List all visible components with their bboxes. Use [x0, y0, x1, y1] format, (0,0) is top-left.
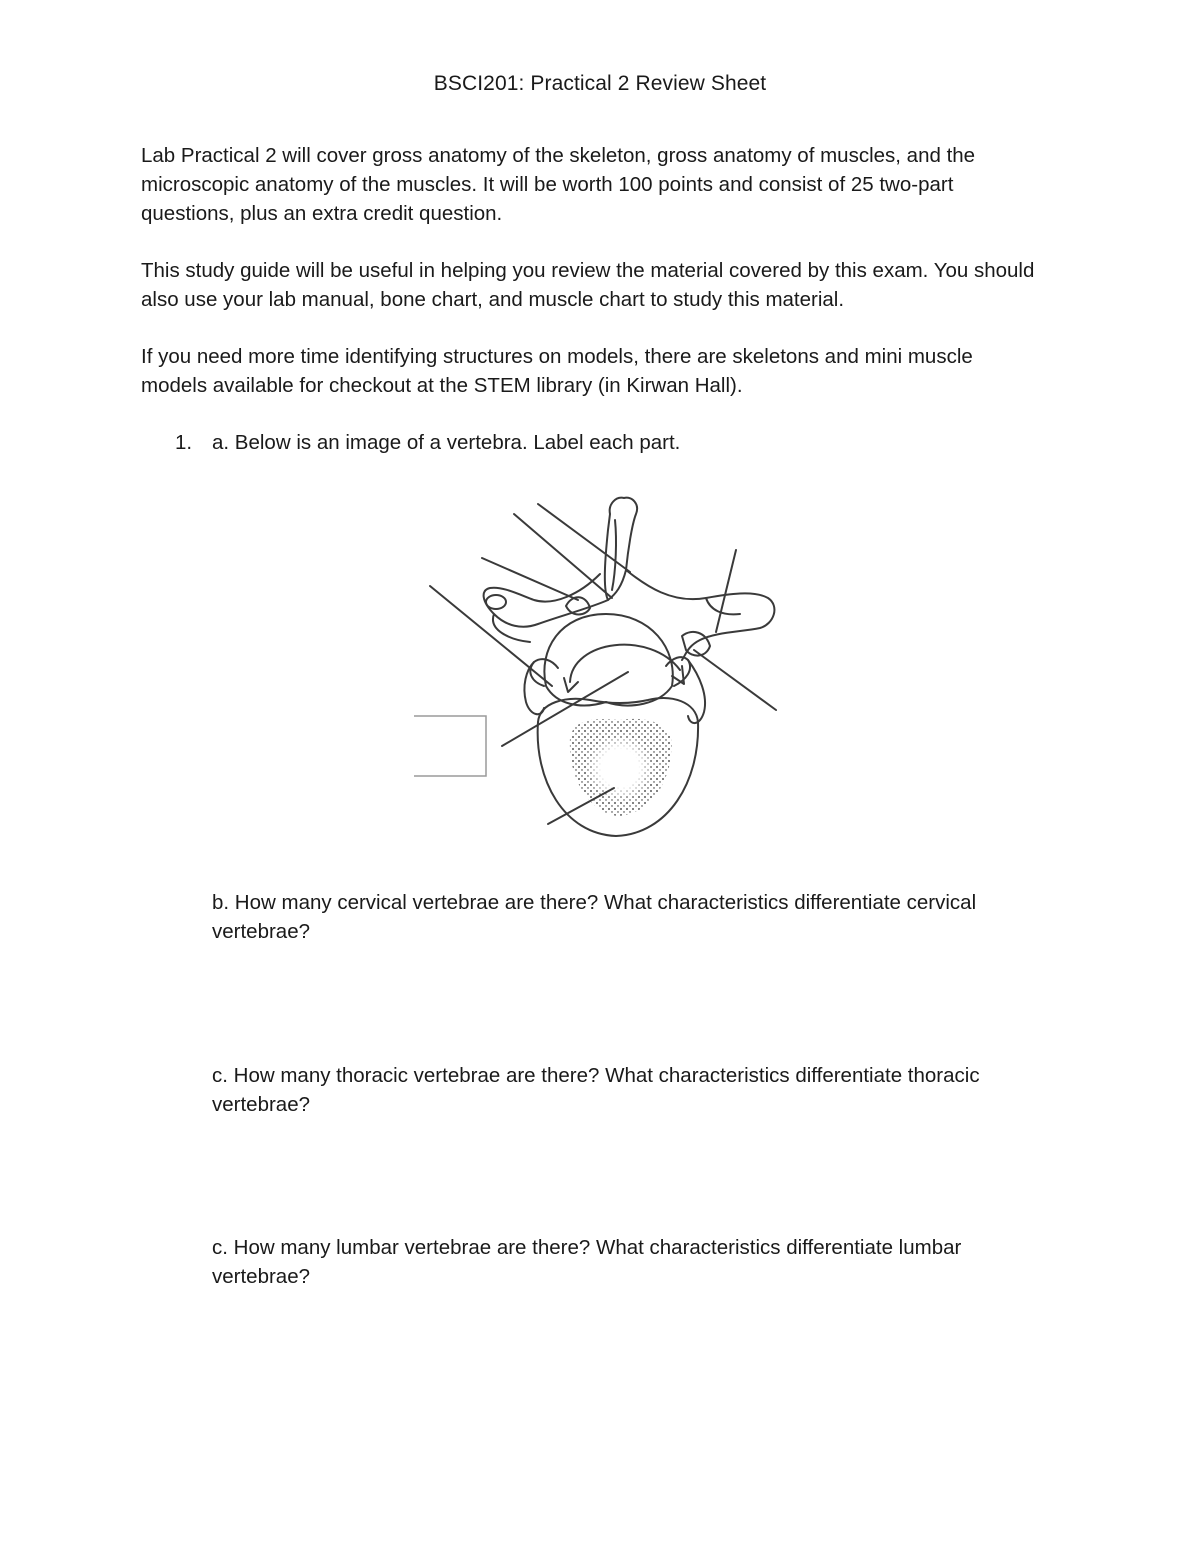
intro-paragraph-3: If you need more time identifying structures on models, there are skeletons and mini muscle models available for checkout at the STEM library (in Kirwan Hall). [141, 345, 973, 397]
question-1-part-a [175, 428, 680, 457]
question-1-part-b: b. How many cervical vertebrae are there? What characteristics differentiate cervical vertebrae? [212, 891, 977, 943]
vertebra-diagram [410, 490, 790, 850]
vertebra-diagram-icon [410, 490, 790, 850]
question-text: a. Below is an image of a vertebra. Label each part. [212, 431, 681, 454]
intro-paragraph-2: This study guide will be useful in helping you review the material covered by this exam. You should also use your lab manual, bone chart, and muscle chart to study this material. [141, 259, 1035, 311]
question-1-part-c: c. How many thoracic vertebrae are there? What characteristics differentiate thoracic vertebrae? [212, 1064, 980, 1116]
intro-paragraph-1: Lab Practical 2 will cover gross anatomy of the skeleton, gross anatomy of muscles, and the microscopic anatomy of the muscles. It will be worth 100 points and consist of 25 two-part questions, plus an extra credit question. [141, 144, 976, 225]
page-title: BSCI201: Practical 2 Review Sheet [433, 72, 767, 95]
question-number: 1. [175, 431, 193, 454]
question-1-part-d: c. How many lumbar vertebrae are there? What characteristics differentiate lumbar vertebrae? [212, 1236, 962, 1288]
